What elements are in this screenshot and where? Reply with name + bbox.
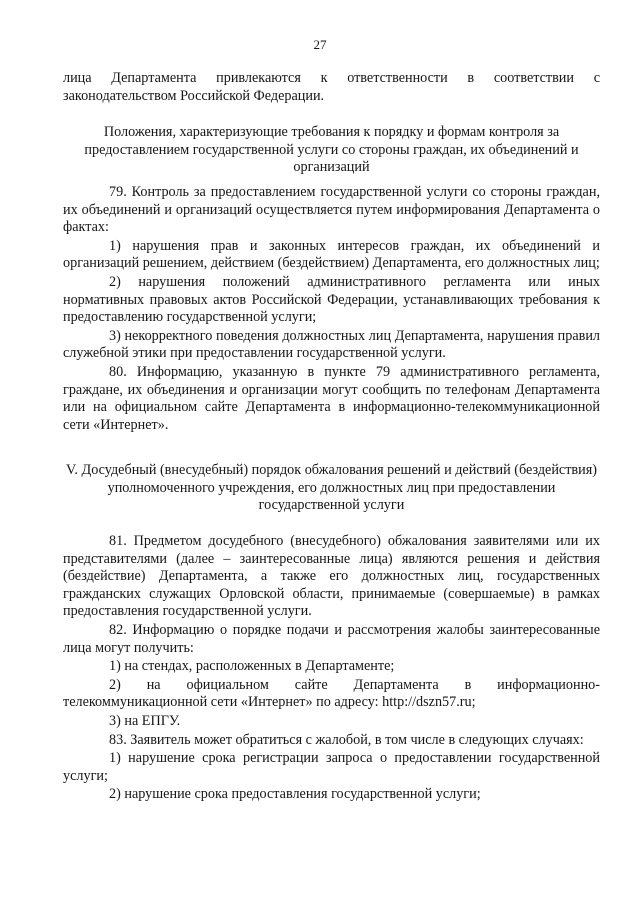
list-item-82-1: 1) на стендах, расположенных в Департаменте;: [109, 658, 395, 675]
paragraph-83: 83. Заявитель может обратиться с жалобой, в том числе в следующих случаях:: [109, 731, 584, 748]
paragraph-80: 80. Информацию, указанную в пункте 79 административного регламента, граждане, их объединения и организации могут сообщить по телефонам Департамента или на официальном сайте Департамента в информационно-телекоммуникационной сети «Интернет».: [63, 363, 600, 433]
appeal-section: [63, 533, 600, 805]
paragraph-79: 79. Контроль за предоставлением государственной услуги со стороны граждан, их объединений и организаций осуществляется путем информирования Департамента о фактах:: [63, 184, 600, 236]
list-item-83-2: 2) нарушение срока предоставления государственной услуги;: [109, 786, 481, 803]
list-item-83-1: 1) нарушение срока регистрации запроса о предоставлении государственной услуги;: [63, 750, 600, 784]
paragraph-82: 82. Информацию о порядке подачи и рассмотрения жалобы заинтересованные лица могут получить:: [63, 621, 600, 656]
list-item-79-1: 1) нарушения прав и законных интересов граждан, их объединений и организаций решением, действием (бездействием) Департамента, его должностных лиц;: [63, 237, 600, 272]
intro-paragraph: лица Департамента привлекаются к ответственности в соответствии с законодательством Российской Федерации.: [63, 70, 600, 104]
control-section: [63, 184, 600, 435]
list-item-79-2: 2) нарушения положений административного регламента или иных нормативных правовых актов Российской Федерации, устанавливающих требования к предоставлению государственной услуги;: [63, 273, 600, 326]
paragraph-81: 81. Предметом досудебного (внесудебного) обжалования заявителями или их представителями (далее – заинтересованные лица) являются решения и действия (бездействие) Департамента, а также его должностных лиц, государственных гражданских служащих Орловской области, принимаемые (совершаемые) в рамках предоставления государственной услуги.: [63, 533, 600, 620]
section-heading-control: [63, 124, 600, 177]
page-number: 27: [313, 37, 327, 52]
intro-block: [63, 70, 600, 105]
list-item-79-3: 3) некорректного поведения должностных лиц Департамента, нарушения правил служебной этики при предоставлении государственной услуги.: [63, 327, 600, 362]
section-heading-appeal: [63, 462, 600, 515]
list-item-82-2: 2) на официальном сайте Департамента в информационно-телекоммуникационной сети «Интернет» по адресу: http://dszn57.ru;: [63, 676, 600, 711]
section-heading-2: V. Досудебный (внесудебный) порядок обжалования решений и действий (бездействия) уполномоченного учреждения, его должностных лиц при предоставлении государственной услуги: [66, 462, 597, 514]
section-heading-1: Положения, характеризующие требования к порядку и формам контроля за предоставлением государственной услуги со стороны граждан, их объединений и организаций: [84, 124, 579, 176]
list-item-82-3: 3) на ЕПГУ.: [109, 712, 181, 729]
